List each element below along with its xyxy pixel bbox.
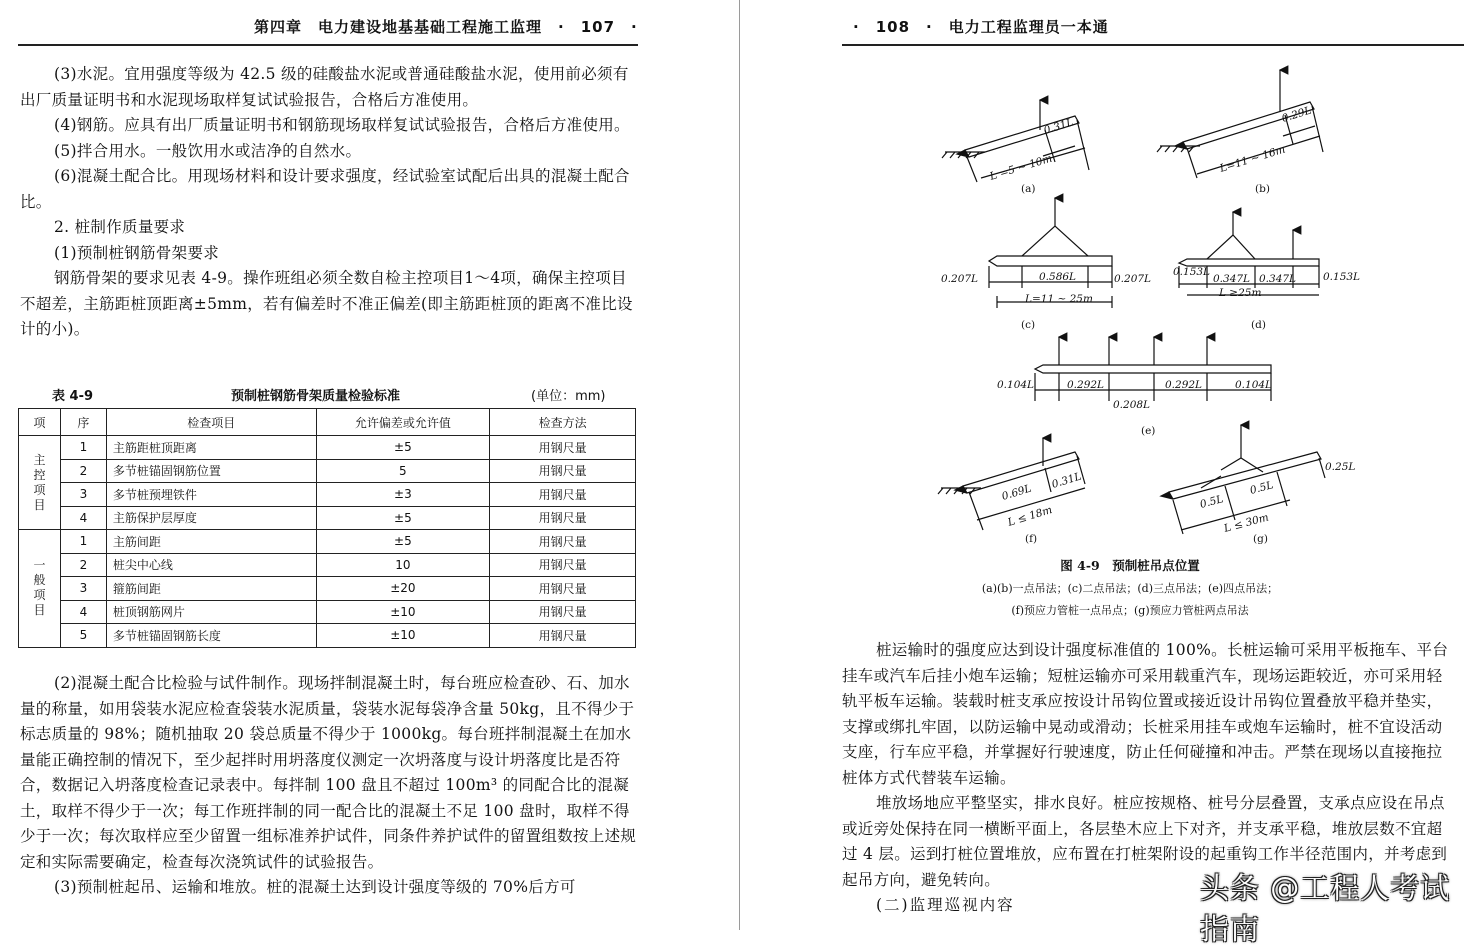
label-c-right: 0.207L (1114, 273, 1152, 285)
label-d-1: 0.153L (1173, 266, 1211, 278)
row-tolerance: ±5 (316, 436, 490, 460)
paragraph-lifting: (3)预制桩起吊、运输和堆放。桩的混凝土达到设计强度等级的 70%后方可 (54, 878, 576, 896)
label-g-dim1: 0.5L (1198, 493, 1225, 511)
row-item: 多节桩锚固钢筋位置 (106, 459, 316, 483)
row-no: 3 (60, 483, 106, 507)
left-page (0, 0, 735, 930)
row-method: 用钢尺量 (490, 530, 636, 554)
left-running-head: 第四章 电力建设地基基础工程施工监理 · 107 · (254, 18, 638, 36)
label-g-dim2: 0.5L (1248, 479, 1275, 497)
table-header-cell: 允许偏差或允许值 (316, 409, 490, 436)
group-label-main-control: 主控项目 (19, 436, 61, 530)
table-title: 预制桩钢筋骨架质量检验标准 (231, 389, 401, 404)
paragraph-mix-ratio: (6)混凝土配合比。用现场材料和设计要求强度，经试验室试配后出具的混凝土配合比。 (20, 167, 630, 211)
label-f-dim2: 0.31L (1050, 470, 1083, 491)
row-no: 1 (60, 436, 106, 460)
subheading-cage-requirements: (1)预制桩钢筋骨架要求 (54, 243, 220, 262)
row-no: 4 (60, 600, 106, 624)
row-tolerance: ±5 (316, 530, 490, 554)
label-g-dim3: 0.25L (1325, 461, 1356, 473)
row-method: 用钢尺量 (490, 483, 636, 507)
table-row (19, 577, 636, 601)
table-unit: (单位：mm) (531, 389, 606, 404)
row-tolerance: ±20 (316, 577, 490, 601)
right-running-head: · 108 · 电力工程监理员一本通 (853, 18, 1109, 36)
figure-caption-line1: (a)(b)一点吊法；(c)二点吊法；(d)三点吊法；(e)四点吊法； (981, 582, 1279, 595)
label-f-dim1: 0.69L (1000, 482, 1033, 503)
table-header-row (19, 409, 636, 436)
paragraph-concrete-mix-check: (2)混凝土配合比检验与试件制作。现场拌制混凝土时，每台班应检查砂、石、加水量的称量，如用袋装水泥应检查袋装水泥质量，袋装水泥每袋净含量 50kg，且不得少于标志质量的 98%；随机抽取 20 袋总质量不得少于 1000kg。每台班拌制混凝土在加水量能正确控制的情况下，至少起拌时用坍落度仪测定一次坍落度与设计坍落度比是否符合，数据记入坍落度检查记录表中。每拌制 100 盘且不超过 100m³ 的同配合比的混凝土，取样不得少于一次；每工作班拌制的同一配合比的混凝土不足 100 盘时，取样不得少于一次；每次取样应至少留置一组标准养护试件，同条件养护试件的留置组数按上述规定和实际需要确定，检查每次浇筑试件的试验报告。 (20, 674, 637, 871)
label-a-dim: 0.31L (1042, 116, 1075, 137)
table-row (19, 600, 636, 624)
row-tolerance: ±10 (316, 624, 490, 648)
paragraph-rebar: (4)钢筋。应具有出厂质量证明书和钢筋现场取样复试试验报告，合格后方准使用。 (54, 116, 630, 134)
row-item: 主筋间距 (106, 530, 316, 554)
table-header-cell: 检查项目 (106, 409, 316, 436)
label-c-middle: 0.586L (1039, 271, 1077, 283)
label-b: (b) (1255, 183, 1270, 195)
group-label-general: 一般项目 (19, 530, 61, 648)
left-body-bottom (20, 671, 640, 901)
gutter-line (739, 0, 740, 930)
left-header-rule (18, 44, 638, 46)
table-row (19, 459, 636, 483)
figure-title: 图 4-9 预制桩吊点位置 (1060, 558, 1200, 573)
label-a: (a) (1021, 183, 1036, 195)
label-g-span: L ≤ 30m (1222, 511, 1270, 535)
row-method: 用钢尺量 (490, 553, 636, 577)
diagram-e (1035, 337, 1271, 401)
label-d-4: 0.153L (1323, 271, 1361, 283)
label-a-span: L =5 ~ 10m (988, 152, 1054, 183)
label-c: (c) (1021, 319, 1036, 331)
label-e-3: 0.208L (1113, 399, 1151, 411)
label-b-dim: 0.29L (1280, 104, 1313, 125)
table-row (19, 483, 636, 507)
row-item: 桩顶钢筋网片 (106, 600, 316, 624)
table-header-cell: 序 (60, 409, 106, 436)
table-caption (36, 385, 616, 405)
row-method: 用钢尺量 (490, 600, 636, 624)
row-item: 多节桩锚固钢筋长度 (106, 624, 316, 648)
row-no: 5 (60, 624, 106, 648)
row-tolerance: ±3 (316, 483, 490, 507)
row-tolerance: ±10 (316, 600, 490, 624)
row-tolerance: 10 (316, 553, 490, 577)
label-d-2: 0.347L (1213, 273, 1251, 285)
row-method: 用钢尺量 (490, 436, 636, 460)
row-method: 用钢尺量 (490, 506, 636, 530)
table-number: 表 4-9 (52, 389, 94, 404)
row-method: 用钢尺量 (490, 459, 636, 483)
label-e-5: 0.104L (1235, 379, 1273, 391)
label-d: (d) (1251, 319, 1266, 331)
label-f-span: L ≤ 18m (1006, 504, 1054, 529)
right-header-rule (842, 44, 1464, 46)
section-heading-pile-quality: 2. 桩制作质量要求 (54, 218, 186, 236)
figure-caption-line2: (f)预应力管桩一点吊点；(g)预应力管桩两点吊法 (1011, 604, 1249, 617)
label-e-1: 0.104L (997, 379, 1035, 391)
row-method: 用钢尺量 (490, 624, 636, 648)
label-e-4: 0.292L (1165, 379, 1203, 391)
table-header-cell: 项 (19, 409, 61, 436)
table-row (19, 553, 636, 577)
table-header-cell: 检查方法 (490, 409, 636, 436)
paragraph-stacking: 堆放场地应平整坚实，排水良好。桩应按规格、桩号分层叠置，支承点应设在吊点或近旁处保持在同一横断平面上，各层垫木应上下对齐，并支承平稳，堆放层数不宜超过 4 层。运到打桩位置堆放，应布置在打桩架附设的起重钩工作半径范围内，并考虑到起吊方向，避免转向。 (842, 794, 1448, 889)
label-e: (e) (1141, 425, 1156, 437)
label-g: (g) (1253, 533, 1268, 545)
table-row (19, 506, 636, 530)
figure-4-9-lifting-points (925, 60, 1361, 625)
quality-standard-table (18, 408, 636, 648)
label-e-2: 0.292L (1067, 379, 1105, 391)
row-item: 箍筋间距 (106, 577, 316, 601)
row-item: 主筋保护层厚度 (106, 506, 316, 530)
book-gutter (735, 0, 745, 930)
paragraph-transport: 桩运输时的强度应达到设计强度标准值的 100%。长桩运输可采用平板拖车、平台挂车或汽车后挂小炮车运输；短桩运输亦可采用载重汽车，现场运距较近，亦可采用轻轨平板车运输。装载时桩支承应按设计吊钩位置或接近设计吊钩位置叠放平稳并垫实，支撑或绑扎牢固，以防运输中晃动或滑动；长桩采用挂车或炮车运输时，桩不宜设活动支座，行车应平稳，并掌握好行驶速度，防止任何碰撞和冲击。严禁在现场以直接拖拉桩体方式代替装车运输。 (842, 641, 1449, 787)
row-item: 桩尖中心线 (106, 553, 316, 577)
label-f: (f) (1025, 533, 1038, 545)
label-c-span: L=11 ~ 25m (1025, 293, 1093, 305)
paragraph-cage: 钢筋骨架的要求见表 4-9。操作班组必须全数自检主控项目1～4项，确保主控项目不超差，主筋距桩顶距离±5mm，若有偏差时不准正偏差(即主筋距桩顶的距离不准比设计的小)。 (20, 269, 633, 338)
row-tolerance: ±5 (316, 506, 490, 530)
watermark-text: 头条 @工程人考试指南 (1200, 871, 1451, 946)
row-no: 4 (60, 506, 106, 530)
row-no: 1 (60, 530, 106, 554)
table-row (19, 530, 636, 554)
table-row (19, 624, 636, 648)
subheading-inspection: (二)监理巡视内容 (876, 896, 1015, 914)
label-b-span: L=11 ~ 16m (1218, 143, 1287, 175)
row-no: 2 (60, 459, 106, 483)
row-tolerance: 5 (316, 459, 490, 483)
row-item: 多节桩预埋铁件 (106, 483, 316, 507)
right-page (745, 0, 1464, 930)
label-c-left: 0.207L (941, 273, 979, 285)
row-no: 2 (60, 553, 106, 577)
table-row (19, 436, 636, 460)
row-item: 主筋距桩顶距离 (106, 436, 316, 460)
row-no: 3 (60, 577, 106, 601)
row-method: 用钢尺量 (490, 577, 636, 601)
paragraph-water: (5)拌合用水。一般饮用水或洁净的自然水。 (54, 141, 362, 160)
diagram-c (989, 198, 1112, 308)
left-body-top (20, 62, 640, 343)
label-d-span: L ≥25m (1219, 287, 1262, 299)
paragraph-cement: (3)水泥。宜用强度等级为 42.5 级的硅酸盐水泥或普通硅酸盐水泥，使用前必须有出厂质量证明书和水泥现场取样复试试验报告，合格后方准使用。 (20, 65, 629, 109)
label-d-3: 0.347L (1259, 273, 1297, 285)
